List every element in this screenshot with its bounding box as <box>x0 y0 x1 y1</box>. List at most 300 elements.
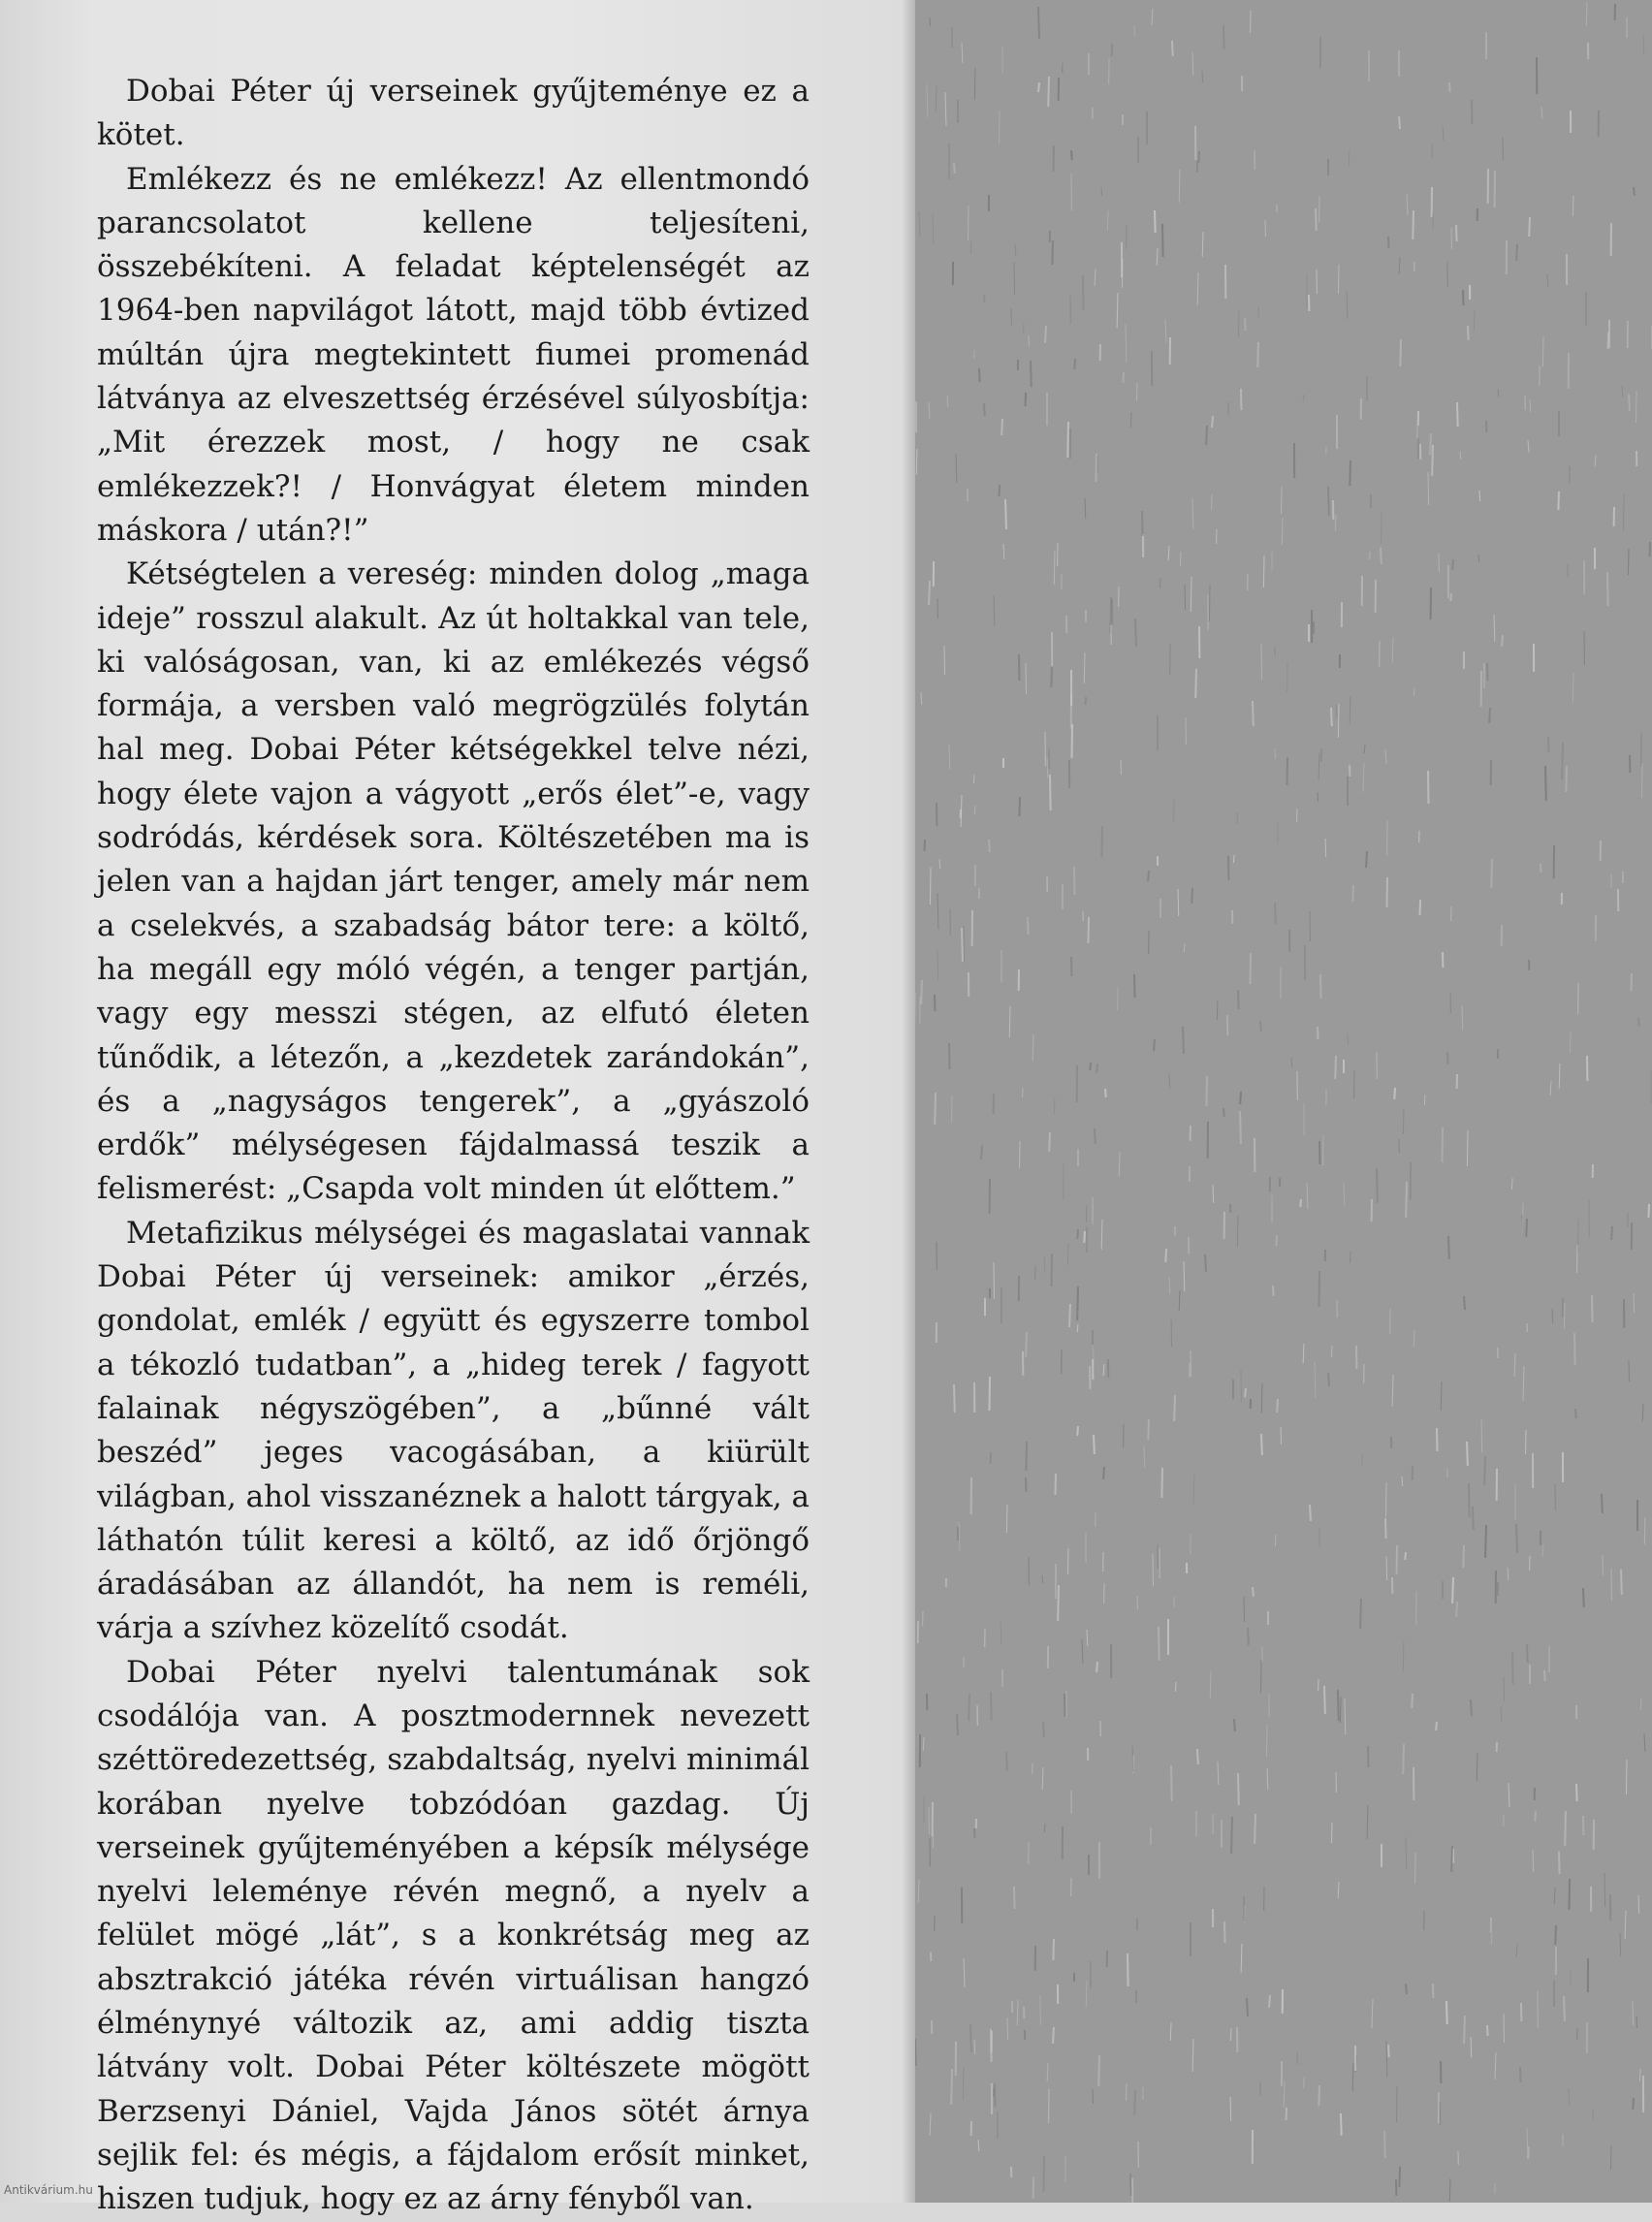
grain-streak <box>1338 265 1339 294</box>
grain-streak <box>1206 1076 1207 1106</box>
grain-streak <box>1352 2063 1353 2091</box>
grain-streak <box>1142 511 1143 536</box>
grain-streak <box>1413 210 1414 239</box>
grain-streak <box>1530 399 1531 412</box>
grain-streak <box>1533 1850 1534 1872</box>
grain-streak <box>1406 1182 1407 1218</box>
grain-streak <box>1103 1364 1104 1376</box>
grain-streak <box>1463 1545 1464 1568</box>
grain-streak <box>951 2069 952 2105</box>
grain-streak <box>1310 1505 1311 1521</box>
grain-streak <box>1602 1494 1603 1513</box>
grain-streak <box>1523 1366 1524 1401</box>
grain-streak <box>1640 1698 1641 1710</box>
grain-streak <box>1345 1698 1346 1734</box>
grain-streak <box>1634 187 1635 196</box>
grain-streak <box>1042 1767 1043 1790</box>
grain-streak <box>1071 150 1072 160</box>
grain-streak <box>1105 1089 1106 1097</box>
grain-streak <box>974 68 975 100</box>
grain-streak <box>1031 361 1032 387</box>
grain-streak <box>1400 339 1401 366</box>
grain-streak <box>1621 1570 1622 1595</box>
grain-streak <box>1014 263 1015 295</box>
grain-streak <box>1574 1333 1575 1365</box>
grain-streak <box>1085 498 1086 519</box>
grain-streak <box>918 1880 919 1903</box>
grain-streak <box>1511 1178 1512 1190</box>
grain-streak <box>1516 244 1517 261</box>
grain-streak <box>1042 1575 1043 1583</box>
grain-streak <box>1498 389 1499 397</box>
grain-streak <box>929 402 930 419</box>
grain-streak <box>1067 422 1068 458</box>
grain-streak <box>1452 1577 1453 1603</box>
grain-streak <box>1460 452 1461 460</box>
grain-streak <box>1154 1039 1155 1051</box>
grain-streak <box>1633 2001 1634 2025</box>
paragraph-4: Metafizikus mélységei és magaslatai vannak Dobai Péter új verseinek: amikor „érzés, gondolat, emlék / együtt és egyszerre tombol a tékozló tudatban”, a „hideg terek / fagyott falainak négyszögében”, a „bűnné vált beszéd” jeges vacogásában, a kiürült világban, ahol visszanéznek a halott tárgyak, a láthatón túlit keresi a költő, az idő őrjöngő áradásában az állandót, ha nem is reméli, várja a szívhez közelítő csodát. <box>97 1212 810 1651</box>
grain-streak <box>1260 1021 1261 1032</box>
grain-streak <box>1050 775 1051 810</box>
grain-streak <box>1135 619 1136 647</box>
grain-streak <box>1569 2088 1570 2107</box>
grain-streak <box>1273 1286 1274 1296</box>
grain-streak <box>961 795 962 827</box>
grain-streak <box>919 211 920 238</box>
grain-streak <box>1101 826 1102 857</box>
grain-streak <box>1392 1375 1393 1407</box>
grain-streak <box>1087 1630 1088 1646</box>
grain-streak <box>1300 1199 1301 1207</box>
grain-streak <box>1545 766 1546 801</box>
grain-streak <box>1620 1933 1621 1956</box>
grain-streak <box>949 745 950 770</box>
grain-streak <box>1558 492 1559 510</box>
grain-streak <box>994 595 995 626</box>
grain-streak <box>1335 515 1336 531</box>
grain-streak <box>1067 1243 1068 1265</box>
grain-streak <box>1552 1309 1553 1323</box>
grain-streak <box>1026 1332 1027 1357</box>
grain-streak <box>1564 1303 1565 1329</box>
grain-streak <box>923 1737 924 1751</box>
grain-streak <box>1559 1852 1560 1874</box>
grain-streak <box>1565 1811 1566 1846</box>
paragraph-3: Kétségtelen a vereség: minden dolog „maga ideje” rosszul alakult. Az út holtakkal van tele, ki valóságosan, van, ki az emlékezés végső formája, a versben való megrögzülés folytán hal meg. Dobai Péter kétségekkel telve nézi, hogy élete vajon a vágyott „erős élet”-e, vagy sodródás, kérdések sora. Költészetében ma is jelen van a hajdan járt tenger, amely már nem a cselekvés, a szabadság bátor tere: a költő, ha megáll egy móló végén, a tenger partján, vagy egy messzi stégen, az elfutó életen tűnődik, a létezőn, a „kezdetek zarándokán”, és a „nagyságos tengerek”, a „gyászoló erdők” mélységesen fájdalmassá teszik a felismerést: „Csapda volt minden út előttem.” <box>97 553 810 1211</box>
grain-streak <box>1192 2039 1193 2072</box>
grain-streak <box>1253 1587 1254 1597</box>
grain-streak <box>1261 1434 1262 1455</box>
grain-streak <box>1171 1765 1172 1801</box>
grain-streak <box>1077 1286 1078 1320</box>
grain-streak <box>1007 2017 1008 2040</box>
grain-streak <box>1096 1063 1097 1073</box>
grain-streak <box>1245 1388 1246 1397</box>
grain-streak <box>1344 1183 1345 1206</box>
grain-streak <box>1168 546 1169 560</box>
grain-streak <box>1494 615 1495 642</box>
grain-streak <box>964 1958 965 1987</box>
grain-streak <box>1277 1399 1278 1413</box>
grain-streak <box>1514 1353 1515 1377</box>
grain-streak <box>1084 1231 1085 1243</box>
grain-streak <box>1631 973 1632 991</box>
grain-streak <box>1384 2131 1385 2158</box>
grain-streak <box>956 454 957 483</box>
grain-streak <box>944 646 945 675</box>
grain-streak <box>1471 2037 1472 2057</box>
grain-streak <box>1044 1824 1045 1832</box>
grain-streak <box>1405 1552 1406 1560</box>
grain-streak <box>1247 1998 1248 2016</box>
grain-streak <box>1148 1419 1149 1440</box>
grain-streak <box>1238 990 1239 1009</box>
grain-streak <box>1101 1220 1102 1250</box>
grain-streak <box>1451 1846 1452 1872</box>
grain-streak <box>1349 150 1350 166</box>
grain-streak <box>1432 445 1433 476</box>
grain-streak <box>1381 548 1382 564</box>
grain-streak <box>945 92 946 126</box>
grain-streak <box>1015 244 1016 256</box>
grain-streak <box>995 2083 996 2107</box>
grain-streak <box>1527 2128 1528 2158</box>
grain-streak <box>1467 1130 1468 1166</box>
grain-streak <box>1165 319 1166 342</box>
grain-streak <box>916 449 917 475</box>
grain-streak <box>1212 416 1213 428</box>
grain-streak <box>1017 2000 1018 2025</box>
grain-streak <box>1038 7 1039 39</box>
grain-streak <box>978 2140 979 2151</box>
grain-streak <box>921 692 922 705</box>
grain-streak <box>1038 82 1039 92</box>
grain-streak <box>1469 1483 1470 1517</box>
page-edge-shadow <box>902 0 915 2203</box>
grain-streak <box>1103 1467 1104 1479</box>
grain-streak <box>1077 1324 1078 1332</box>
grain-streak <box>1399 257 1400 274</box>
grain-streak <box>979 368 980 382</box>
grain-streak <box>1202 232 1203 257</box>
grain-streak <box>981 1145 982 1159</box>
grain-streak <box>1440 2102 1441 2125</box>
grain-streak <box>1197 1749 1198 1764</box>
paragraph-2: Emlékezz és ne emlékezz! Az ellentmondó parancsolatot kellene teljesíteni, összebékíteni. A feladat képtelenségét az 1964-ben napvilágot látott, majd több évtized múltán újra megtekintett fiumei promenád látványa az elveszettség érzésével súlyosbítja: „Mit érezzek most, / hogy ne csak emlékezzek?! / Honvágyat életem minden máskora / után?!” <box>97 158 810 554</box>
grain-streak <box>1161 1468 1162 1498</box>
grain-streak <box>1575 1409 1576 1418</box>
grain-streak <box>1412 1694 1413 1708</box>
grain-streak <box>1335 1056 1336 1079</box>
grain-streak <box>1504 1677 1505 1701</box>
grain-streak <box>1234 1719 1235 1731</box>
grain-streak <box>1098 2055 1099 2086</box>
grain-streak <box>1576 1784 1577 1801</box>
grain-streak <box>1253 701 1254 726</box>
grain-streak <box>1448 1236 1449 1259</box>
grain-streak <box>1407 194 1408 215</box>
grain-streak <box>1386 1556 1387 1580</box>
grain-streak <box>993 1094 994 1114</box>
grain-streak <box>1269 1995 1270 2008</box>
grain-streak <box>1595 455 1596 466</box>
grain-streak <box>1406 1984 1407 1994</box>
grain-streak <box>1468 326 1469 340</box>
grain-streak <box>1130 412 1131 428</box>
grain-streak <box>1364 745 1365 753</box>
grain-streak <box>1082 1639 1083 1664</box>
grain-streak <box>1607 572 1608 606</box>
grain-streak <box>1516 1944 1517 1957</box>
grain-streak <box>1281 1427 1282 1444</box>
grain-streak <box>1275 1535 1276 1546</box>
grain-streak <box>1446 2001 1447 2024</box>
grain-streak <box>1005 499 1006 529</box>
grain-streak <box>927 84 928 117</box>
grain-streak <box>1047 758 1048 778</box>
grain-streak <box>1296 809 1297 822</box>
grain-streak <box>1153 1554 1154 1586</box>
grain-streak <box>1130 2174 1131 2196</box>
grain-streak <box>1487 2025 1488 2036</box>
grain-streak <box>1555 1925 1556 1945</box>
paragraph-5: Dobai Péter nyelvi talentumának sok csodálója van. A posztmodernnek nevezett széttöredezettség, szabdaltság, nyelvi minimál korában nyelve tobzódóan gazdag. Új verseinek gyűjteményében a képsík mélysége nyelvi leleménye révén megnő, a nyelv a felület mögé „lát”, s a konkrétság meg az absztrakció játéka révén virtuálisan hangzó élménynyé változik az, ami addig tiszta látvány volt. Dobai Péter költészete mögött Berzsenyi Dániel, Vajda János sötét árnya sejlik fel: és mégis, a fájdalom erősít minket, hiszen tudjuk, hogy ez az árny fényből van. <box>97 1651 810 2222</box>
grain-streak <box>1338 704 1339 738</box>
grain-streak <box>1638 1018 1639 1027</box>
grain-streak <box>1169 1073 1170 1089</box>
grain-streak <box>949 1043 950 1069</box>
grain-streak <box>957 1714 958 1735</box>
grain-streak <box>1363 763 1364 792</box>
grain-streak <box>1372 1999 1373 2028</box>
cover-board <box>915 0 1652 2203</box>
grain-streak <box>1583 1588 1584 1607</box>
grain-streak <box>1198 151 1199 163</box>
grain-streak <box>1338 1690 1339 1721</box>
grain-streak <box>1144 1445 1145 1468</box>
grain-streak <box>1467 1442 1468 1466</box>
grain-streak <box>1340 1697 1341 1723</box>
grain-streak <box>1331 1823 1332 1843</box>
grain-streak <box>1053 2027 1054 2044</box>
grain-streak <box>1331 708 1332 726</box>
grain-streak <box>921 980 922 1004</box>
grain-streak <box>929 581 930 605</box>
grain-streak <box>1352 885 1353 902</box>
grain-streak <box>1443 126 1444 141</box>
grain-streak <box>1175 1682 1176 1692</box>
grain-streak <box>1348 1033 1349 1045</box>
grain-streak <box>1648 1204 1649 1218</box>
grain-streak <box>1478 555 1479 562</box>
grain-streak <box>1516 1524 1517 1553</box>
grain-streak <box>1240 1111 1241 1144</box>
grain-streak <box>1604 1873 1605 1907</box>
grain-streak <box>1377 1168 1378 1203</box>
grain-streak <box>1172 41 1173 56</box>
grain-streak <box>1230 2097 1231 2121</box>
grain-streak <box>1457 402 1458 427</box>
grain-streak <box>1134 974 1135 998</box>
grain-streak <box>1244 1597 1245 1622</box>
grain-streak <box>1403 1642 1404 1671</box>
grain-streak <box>947 396 948 407</box>
grain-streak <box>1529 217 1530 237</box>
grain-streak <box>1055 1474 1056 1495</box>
grain-streak <box>1003 544 1004 559</box>
paragraph-1: Dobai Péter új verseinek gyűjteménye ez a kötet. <box>97 70 810 158</box>
grain-streak <box>1077 1229 1078 1239</box>
grain-streak <box>1101 187 1102 196</box>
grain-streak <box>1191 888 1192 904</box>
grain-streak <box>1447 1052 1448 1064</box>
grain-streak <box>1051 667 1052 687</box>
grain-streak <box>1542 336 1543 366</box>
grain-streak <box>1456 225 1457 241</box>
grain-streak <box>1077 1426 1078 1436</box>
grain-streak <box>1547 274 1548 287</box>
grain-streak <box>1485 1525 1486 1558</box>
grain-streak <box>1319 1141 1320 1164</box>
grain-streak <box>1495 2052 1496 2079</box>
grain-streak <box>1559 1063 1560 1089</box>
grain-streak <box>1481 1418 1482 1452</box>
grain-streak <box>1088 917 1089 943</box>
grain-streak <box>1629 395 1630 411</box>
grain-streak <box>1328 487 1329 516</box>
grain-streak <box>1388 2045 1389 2057</box>
grain-streak <box>1184 943 1185 952</box>
grain-streak <box>1403 1108 1404 1134</box>
grain-streak <box>937 893 938 929</box>
grain-streak <box>1218 1762 1219 1785</box>
grain-streak <box>1324 1686 1325 1714</box>
grain-streak <box>1233 855 1234 863</box>
grain-streak <box>1282 518 1283 545</box>
grain-streak <box>1638 1895 1639 1914</box>
grain-streak <box>1223 1108 1224 1117</box>
grain-streak <box>1006 1752 1007 1771</box>
grain-streak <box>1570 1032 1571 1053</box>
blurb-text <box>97 70 810 2222</box>
grain-streak <box>930 2113 931 2136</box>
grain-streak <box>936 86 937 112</box>
grain-streak <box>1392 637 1393 663</box>
grain-streak <box>1193 1472 1194 1504</box>
grain-streak <box>1318 2085 1319 2106</box>
grain-streak <box>1441 1381 1442 1411</box>
grain-streak <box>1315 1362 1316 1398</box>
grain-streak <box>1094 1435 1095 1454</box>
grain-streak <box>968 206 969 240</box>
grain-streak <box>1245 318 1246 331</box>
grain-streak <box>1385 749 1386 764</box>
grain-streak <box>1550 1081 1551 1095</box>
grain-streak <box>1528 440 1529 453</box>
grain-streak <box>1231 1817 1232 1854</box>
grain-streak <box>1049 1132 1050 1152</box>
grain-streak <box>1541 107 1542 119</box>
grain-streak <box>1241 1944 1242 1973</box>
grain-streak <box>1450 593 1451 601</box>
grain-streak <box>970 2024 971 2052</box>
grain-streak <box>970 241 971 254</box>
grain-streak <box>1564 1996 1565 2021</box>
grain-streak <box>1180 552 1181 566</box>
grain-streak <box>937 950 938 981</box>
grain-streak <box>1367 1805 1368 1839</box>
grain-streak <box>1347 291 1348 319</box>
grain-streak <box>1628 549 1629 575</box>
grain-streak <box>974 2040 975 2054</box>
grain-streak <box>1644 1733 1645 1752</box>
grain-streak <box>1366 851 1367 868</box>
grain-streak <box>1086 1205 1087 1222</box>
grain-streak <box>1006 1505 1007 1533</box>
grain-streak <box>1328 1373 1329 1386</box>
grain-streak <box>1318 1271 1319 1307</box>
grain-streak <box>1592 1295 1593 1322</box>
grain-streak <box>1095 1128 1096 1144</box>
grain-streak <box>1554 1888 1555 1904</box>
grain-streak <box>1174 1395 1175 1421</box>
grain-streak <box>1179 1290 1180 1311</box>
grain-streak <box>1479 491 1480 501</box>
grain-streak <box>1473 1507 1474 1530</box>
grain-streak <box>1474 310 1475 332</box>
grain-streak <box>1452 559 1453 570</box>
grain-streak <box>1090 1366 1091 1389</box>
grain-streak <box>1237 812 1238 824</box>
grain-streak <box>1052 240 1053 265</box>
grain-streak <box>1213 1185 1214 1203</box>
grain-streak <box>1625 1911 1626 1939</box>
grain-streak <box>1449 82 1450 92</box>
grain-streak <box>1449 2178 1450 2202</box>
grain-streak <box>1526 1219 1527 1237</box>
grain-streak <box>1403 1744 1404 1774</box>
grain-streak <box>1544 1670 1545 1681</box>
grain-streak <box>1183 1027 1184 1054</box>
grain-streak <box>1385 1518 1386 1539</box>
grain-streak <box>1471 1699 1472 1716</box>
grain-streak <box>1642 1404 1643 1421</box>
grain-streak <box>959 1522 960 1550</box>
grain-streak <box>1325 839 1326 857</box>
grain-streak <box>984 403 985 416</box>
grain-streak <box>1336 705 1337 718</box>
grain-streak <box>1122 259 1123 288</box>
grain-streak <box>1303 1344 1304 1363</box>
grain-streak <box>1210 1671 1211 1698</box>
grain-streak <box>1206 426 1207 445</box>
grain-streak <box>1162 224 1163 257</box>
grain-streak <box>1132 1746 1133 1772</box>
grain-streak <box>963 2067 964 2100</box>
grain-streak <box>1261 1383 1262 1413</box>
grain-streak <box>1054 551 1055 585</box>
grain-streak <box>1197 272 1198 305</box>
grain-streak <box>1159 1627 1160 1661</box>
grain-streak <box>1275 903 1276 924</box>
grain-streak <box>1316 208 1317 231</box>
grain-streak <box>939 859 940 869</box>
grain-streak <box>1224 1921 1225 1943</box>
grain-streak <box>1185 585 1186 610</box>
grain-streak <box>1248 1628 1249 1645</box>
grain-streak <box>1179 170 1180 203</box>
